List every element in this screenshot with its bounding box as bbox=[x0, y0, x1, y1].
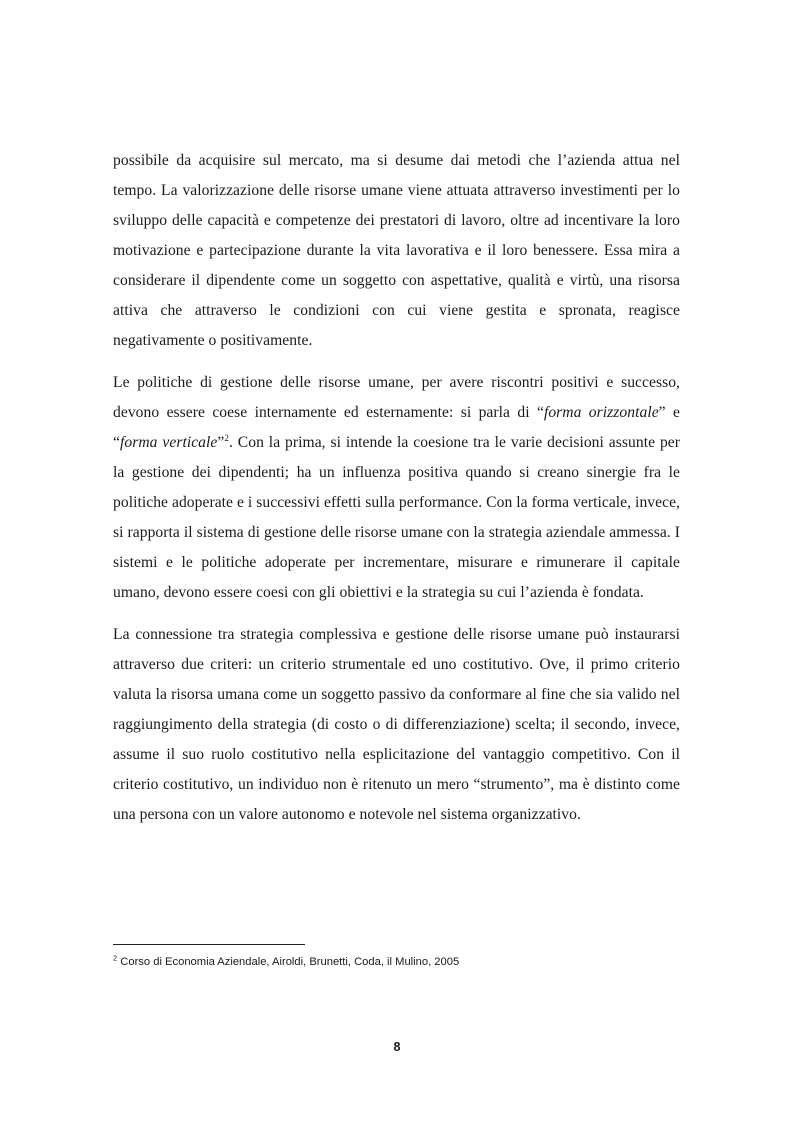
footnote-text: Corso di Economia Aziendale, Airoldi, Brunetti, Coda, il Mulino, 2005 bbox=[117, 956, 460, 968]
paragraph-3: La connessione tra strategia complessiva e gestione delle risorse umane può instaurarsi attraverso due criteri: un criterio strumentale ed uno costitutivo. Ove, il primo criterio valuta la risorsa umana come un soggetto passivo da conformare al fine che sia valido nel raggiungimento della strategia (di costo o di differenziazione) scelta; il secondo, invece, assume il suo ruolo costitutivo nella esplicitazione del vantaggio competitivo. Con il criterio costitutivo, un individuo non è ritenuto un mero “strumento”, ma è distinto come una persona con un valore autonomo e notevole nel sistema organizzativo. bbox=[113, 626, 680, 823]
page-body bbox=[113, 146, 680, 842]
footnote-reference[interactable]: 2 bbox=[224, 432, 229, 443]
paragraph-2-text-4: . Con la prima, si intende la coesione tra le varie decisioni assunte per la gestione dei dipendenti; ha un influenza positiva quando si creano sinergie fra le politiche adoperate e i successivi effetti sulla performance. Con la forma verticale, invece, si rapporta il sistema di gestione delle risorse umane con la strategia aziendale ammessa. I sistemi e le politiche adoperate per incrementare, misurare e rimunerare il capitale umano, devono essere coesi con gli obiettivi e la strategia su cui l’azienda è fondata. bbox=[113, 434, 681, 601]
page-number: 8 bbox=[393, 1040, 401, 1054]
term-forma-orizzontale: forma orizzontale bbox=[543, 404, 659, 421]
paragraph-2-text-3: ” bbox=[217, 434, 225, 451]
footnote-number: 2 bbox=[113, 953, 118, 963]
footnote bbox=[113, 954, 680, 970]
footnote-separator bbox=[113, 944, 305, 945]
paragraph-2 bbox=[113, 368, 680, 608]
term-forma-verticale: forma verticale bbox=[119, 434, 218, 451]
paragraph-2-text-2: ” e “ bbox=[113, 404, 680, 451]
paragraph-1: possibile da acquisire sul mercato, ma si desume dai metodi che l’azienda attua nel tempo. La valorizzazione delle risorse umane viene attuata attraverso investimenti per lo sviluppo delle capacità e competenze dei prestatori di lavoro, oltre ad incentivare la loro motivazione e partecipazione durante la vita lavorativa e il loro benessere. Essa mira a considerare il dipendente come un soggetto con aspettative, qualità e virtù, una risorsa attiva che attraverso le condizioni con cui viene gestita e spronata, reagisce negativamente o positivamente. bbox=[113, 152, 680, 349]
paragraph-2-text-1: Le politiche di gestione delle risorse umane, per avere riscontri positivi e successo, devono essere coese internamente ed esternamente: si parla di “ bbox=[113, 374, 680, 421]
